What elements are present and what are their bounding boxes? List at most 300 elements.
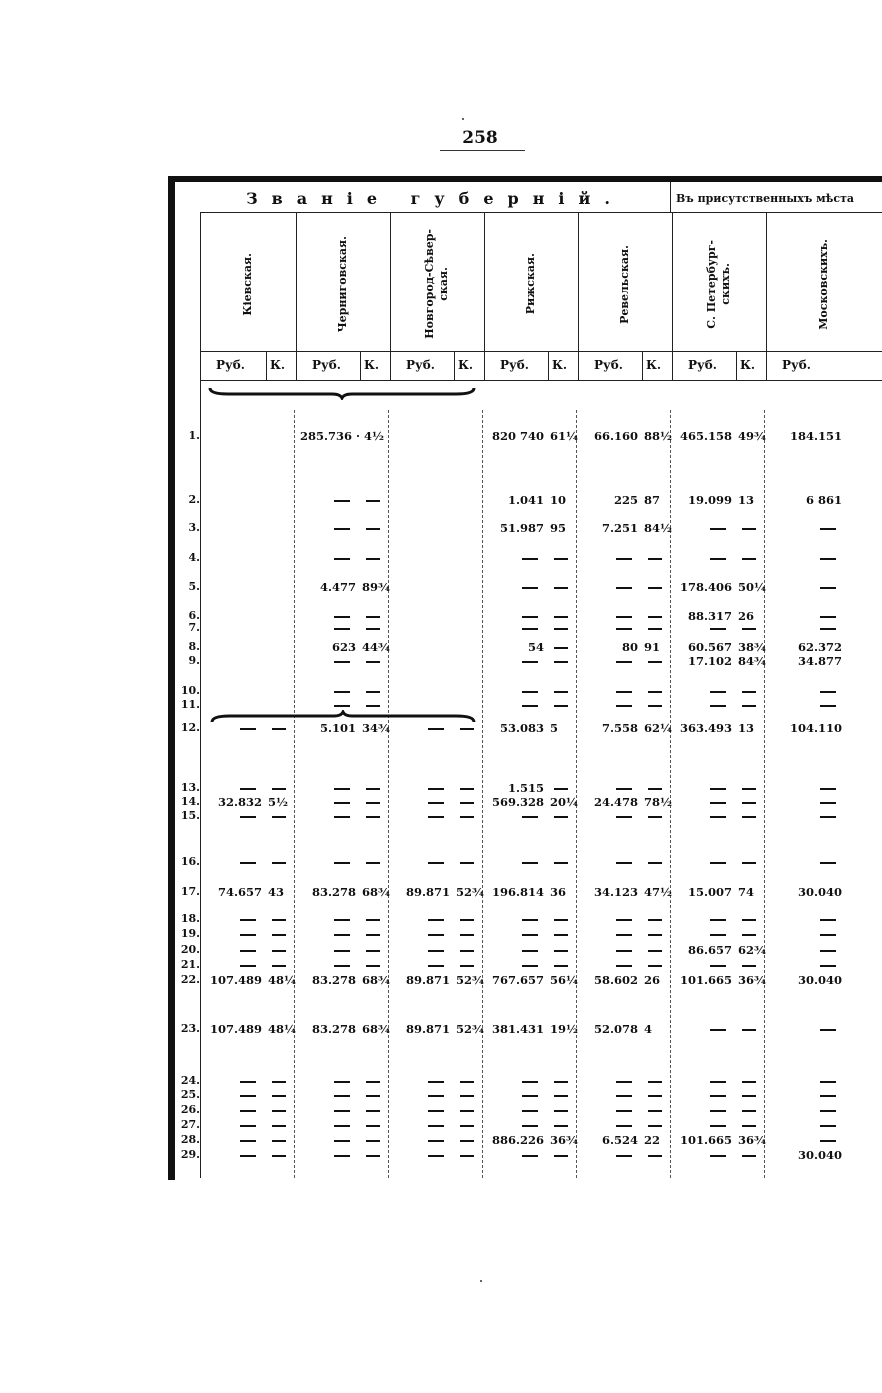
row-number: 9.	[188, 654, 200, 667]
cell-rub: 820 740	[491, 429, 544, 443]
cell-rub: 5.101	[319, 721, 356, 735]
dash-kop	[366, 705, 380, 707]
dash-rub	[240, 919, 256, 921]
dash-rub	[710, 1155, 726, 1157]
dash-kop	[742, 934, 756, 936]
dash-kop	[366, 500, 380, 502]
dash-kop	[554, 616, 568, 618]
dash-rub	[522, 862, 538, 864]
dash-kop	[272, 788, 286, 790]
cell-kop: 26	[738, 609, 755, 623]
page-number: 258	[462, 128, 498, 148]
cell-rub: 381.431	[491, 1022, 544, 1036]
cell-kop: 20¼	[550, 795, 578, 809]
dash-kop	[742, 816, 756, 818]
cell-rub: 30.040	[797, 1148, 842, 1162]
cell-kop: 78½	[644, 795, 672, 809]
cell-kop: 13	[738, 493, 755, 507]
dash-kop	[366, 528, 380, 530]
dash-rub	[616, 862, 632, 864]
dash-kop	[554, 661, 568, 663]
dash-kop	[742, 1125, 756, 1127]
dash-rub	[710, 1110, 726, 1112]
column-divider	[484, 212, 485, 380]
cell-kop: 38¾	[738, 640, 766, 654]
row-number: 10.	[180, 684, 200, 697]
cell-kop: 36¾	[738, 973, 766, 987]
dash-rub	[428, 1081, 444, 1083]
cell-kop: 88½	[644, 429, 672, 443]
dash-rub	[428, 862, 444, 864]
column-header-label: Московскихъ.	[817, 238, 830, 330]
dash-kop	[742, 1155, 756, 1157]
dash-rub	[428, 802, 444, 804]
dash-rub	[334, 862, 350, 864]
cell-rub: 465.158	[679, 429, 732, 443]
cell-rub: 83.278	[311, 1022, 356, 1036]
dash-rub	[710, 1081, 726, 1083]
dash-kop	[554, 934, 568, 936]
cell-kop: 84½	[644, 521, 672, 535]
dash-kop	[648, 587, 662, 589]
cell-kop: 43	[268, 885, 285, 899]
cell-kop: 91	[644, 640, 661, 654]
dash-kop	[366, 628, 380, 630]
dash-rub	[710, 802, 726, 804]
dash-rub	[334, 691, 350, 693]
row-number: 25.	[180, 1088, 200, 1101]
dash-rub	[522, 1095, 538, 1097]
cell-kop: 5½	[268, 795, 288, 809]
dash-rub	[334, 1125, 350, 1127]
cell-kop: 68¾	[362, 1022, 390, 1036]
cell-kop: 44¾	[362, 640, 390, 654]
dash-rub	[522, 616, 538, 618]
row-number: 7.	[188, 621, 200, 634]
dash-kop	[742, 1029, 756, 1031]
cell-rub: 623	[331, 640, 356, 654]
dash-rub	[240, 934, 256, 936]
row-number: 6.	[188, 609, 200, 622]
row-number: 13.	[180, 781, 200, 794]
column-divider	[482, 410, 483, 1178]
cell-kop: 47½	[644, 885, 672, 899]
dash-kop	[366, 691, 380, 693]
cell-rub: 767.657	[491, 973, 544, 987]
dash-kop	[460, 728, 474, 730]
dash-kop	[460, 919, 474, 921]
dash-rub	[428, 919, 444, 921]
dash-rub	[820, 616, 836, 618]
cell-kop: 61¼	[550, 429, 578, 443]
row-number: 28.	[180, 1133, 200, 1146]
row-number: 22.	[180, 973, 200, 986]
dash-kop	[648, 1081, 662, 1083]
dash-kop	[366, 919, 380, 921]
column-header-label: Кіевская.	[241, 252, 254, 316]
dash-kop	[460, 1110, 474, 1112]
dash-kop	[648, 816, 662, 818]
dash-kop	[272, 1125, 286, 1127]
dash-rub	[820, 788, 836, 790]
cell-kop: 13	[738, 721, 755, 735]
dash-rub	[820, 1095, 836, 1097]
dash-rub	[820, 1029, 836, 1031]
dash-kop	[460, 862, 474, 864]
dash-rub	[334, 500, 350, 502]
unit-rub: Руб.	[500, 358, 529, 372]
row-number: 8.	[188, 640, 200, 653]
cell-rub: 24.478	[593, 795, 638, 809]
table-title: Званіе губерній.	[246, 189, 624, 208]
cell-rub: 54	[527, 640, 544, 654]
dash-kop	[742, 1110, 756, 1112]
column-header-label: Рижская.	[524, 253, 537, 315]
dash-kop	[272, 950, 286, 952]
cell-rub: 89.871	[405, 1022, 450, 1036]
dash-rub	[710, 1095, 726, 1097]
dash-rub	[334, 1140, 350, 1142]
dash-kop	[272, 728, 286, 730]
row-number: 19.	[180, 927, 200, 940]
cell-rub: 30.040	[797, 973, 842, 987]
column-divider	[766, 212, 767, 380]
dash-kop	[554, 647, 568, 649]
row-number: 23.	[180, 1022, 200, 1035]
cell-rub: 363.493	[679, 721, 732, 735]
kop-divider	[360, 352, 361, 380]
speck	[462, 118, 464, 120]
dash-kop	[272, 934, 286, 936]
cell-rub: 83.278	[311, 885, 356, 899]
dash-rub	[334, 705, 350, 707]
dash-rub	[428, 1125, 444, 1127]
column-divider	[390, 212, 391, 380]
dash-kop	[554, 1155, 568, 1157]
cell-rub: 285.736 · 4½	[299, 429, 385, 443]
cell-kop: 52¾	[456, 973, 484, 987]
dash-kop	[554, 1110, 568, 1112]
cell-kop: 19½	[550, 1022, 578, 1036]
dash-kop	[554, 628, 568, 630]
dash-rub	[522, 1125, 538, 1127]
dash-rub	[240, 1081, 256, 1083]
cell-kop: 36¾	[550, 1133, 578, 1147]
dash-kop	[554, 1095, 568, 1097]
cell-kop: 36	[550, 885, 567, 899]
row-number: 14.	[180, 795, 200, 808]
cell-rub: 34.877	[797, 654, 842, 668]
cell-rub: 89.871	[405, 973, 450, 987]
dash-kop	[366, 934, 380, 936]
cell-kop: 49¾	[738, 429, 766, 443]
dash-kop	[742, 788, 756, 790]
unit-kop: К.	[646, 358, 662, 372]
dash-kop	[272, 862, 286, 864]
row-number: 5.	[188, 580, 200, 593]
dash-rub	[334, 1095, 350, 1097]
dash-kop	[366, 1081, 380, 1083]
dash-kop	[366, 862, 380, 864]
cell-rub: 86.657	[687, 943, 732, 957]
column-divider	[670, 182, 671, 212]
column-header-label: Новгород-Сѣвер- ская.	[423, 229, 450, 339]
row-number: 3.	[188, 521, 200, 534]
cell-rub: 1.041	[507, 493, 544, 507]
dash-rub	[522, 816, 538, 818]
unit-rub: Руб.	[594, 358, 623, 372]
row-number: 4.	[188, 551, 200, 564]
brace-top	[208, 386, 476, 400]
cell-rub: 6.524	[601, 1133, 638, 1147]
dash-rub	[428, 788, 444, 790]
dash-rub	[428, 1140, 444, 1142]
dash-kop	[460, 965, 474, 967]
dash-kop	[554, 919, 568, 921]
dash-kop	[460, 816, 474, 818]
cell-rub: 80	[621, 640, 638, 654]
kop-divider	[454, 352, 455, 380]
dash-kop	[554, 691, 568, 693]
cell-kop: 48¼	[268, 973, 296, 987]
cell-kop: 22	[644, 1133, 661, 1147]
cell-kop: 89¾	[362, 580, 390, 594]
column-divider	[294, 410, 295, 1178]
column-header-label: Черниговская.	[336, 235, 349, 333]
dash-rub	[428, 728, 444, 730]
unit-kop: К.	[458, 358, 474, 372]
dash-kop	[460, 950, 474, 952]
dash-rub	[710, 628, 726, 630]
dash-rub	[820, 950, 836, 952]
cell-rub: 225	[613, 493, 638, 507]
dash-kop	[272, 1110, 286, 1112]
cell-rub: 4.477	[319, 580, 356, 594]
cell-rub: 15.007	[687, 885, 732, 899]
cell-rub: 62.372	[797, 640, 842, 654]
dash-rub	[522, 965, 538, 967]
cell-rub: 569.328	[491, 795, 544, 809]
cell-kop: 62¼	[644, 721, 672, 735]
dash-rub	[820, 705, 836, 707]
column-divider	[388, 410, 389, 1178]
cell-rub: 101.665	[679, 1133, 732, 1147]
column-header	[766, 220, 882, 348]
dash-kop	[272, 1095, 286, 1097]
dash-kop	[366, 616, 380, 618]
row-number: 24.	[180, 1074, 200, 1087]
unit-kop: К.	[270, 358, 286, 372]
dash-rub	[334, 558, 350, 560]
column-header	[578, 220, 672, 348]
dash-kop	[648, 628, 662, 630]
dash-rub	[334, 1110, 350, 1112]
cell-rub: 178.406	[679, 580, 732, 594]
dash-kop	[272, 1155, 286, 1157]
column-header	[296, 220, 390, 348]
dash-kop	[554, 816, 568, 818]
dash-kop	[460, 1081, 474, 1083]
dash-rub	[710, 862, 726, 864]
dash-kop	[742, 1095, 756, 1097]
column-header	[200, 220, 296, 348]
unit-kop: К.	[364, 358, 380, 372]
column-divider	[296, 212, 297, 380]
dash-rub	[428, 1095, 444, 1097]
dash-kop	[648, 788, 662, 790]
dash-kop	[366, 1155, 380, 1157]
dash-kop	[272, 1140, 286, 1142]
cell-kop: 48¼	[268, 1022, 296, 1036]
page-number-rule	[440, 150, 525, 151]
cell-kop: 5	[550, 721, 559, 735]
column-divider	[576, 410, 577, 1178]
dash-kop	[366, 1110, 380, 1112]
cell-kop: 74	[738, 885, 755, 899]
dash-kop	[742, 1081, 756, 1083]
dash-rub	[522, 705, 538, 707]
unit-rub: Руб.	[216, 358, 245, 372]
dash-rub	[710, 1125, 726, 1127]
column-divider	[672, 212, 673, 380]
column-divider	[578, 212, 579, 380]
dash-rub	[820, 1140, 836, 1142]
dash-rub	[616, 558, 632, 560]
dash-rub	[616, 1155, 632, 1157]
column-header-label: Ревельская.	[618, 244, 631, 324]
dash-kop	[554, 705, 568, 707]
dash-kop	[648, 1125, 662, 1127]
cell-kop: 10	[550, 493, 567, 507]
dash-rub	[616, 1125, 632, 1127]
dash-rub	[522, 691, 538, 693]
cell-kop: 52¾	[456, 885, 484, 899]
dash-rub	[240, 1155, 256, 1157]
row-number: 1.	[188, 429, 200, 442]
dash-rub	[240, 728, 256, 730]
dash-kop	[366, 788, 380, 790]
dash-kop	[272, 1081, 286, 1083]
cell-kop: 4	[644, 1022, 653, 1036]
dash-rub	[820, 816, 836, 818]
row-number: 12.	[180, 721, 200, 734]
dash-kop	[460, 934, 474, 936]
dash-kop	[648, 691, 662, 693]
dash-kop	[742, 691, 756, 693]
dash-rub	[522, 919, 538, 921]
dash-kop	[554, 1125, 568, 1127]
dash-rub	[428, 934, 444, 936]
dash-rub	[334, 802, 350, 804]
dash-kop	[460, 802, 474, 804]
unit-rub: Руб.	[782, 358, 811, 372]
cell-rub: 66.160	[593, 429, 638, 443]
dash-rub	[710, 691, 726, 693]
unit-kop: К.	[740, 358, 756, 372]
dash-rub	[710, 1029, 726, 1031]
dash-rub	[616, 965, 632, 967]
dash-rub	[522, 661, 538, 663]
dash-rub	[710, 528, 726, 530]
dash-rub	[616, 1095, 632, 1097]
kop-divider	[642, 352, 643, 380]
dash-kop	[742, 965, 756, 967]
dash-rub	[710, 965, 726, 967]
dash-kop	[366, 816, 380, 818]
dash-rub	[334, 528, 350, 530]
dash-kop	[272, 919, 286, 921]
dash-rub	[820, 934, 836, 936]
dash-kop	[366, 950, 380, 952]
dash-rub	[820, 587, 836, 589]
dash-kop	[272, 816, 286, 818]
dash-rub	[616, 587, 632, 589]
cell-rub: 107.489	[209, 973, 262, 987]
dash-rub	[240, 1125, 256, 1127]
unit-rub: Руб.	[312, 358, 341, 372]
dash-rub	[334, 965, 350, 967]
dash-rub	[240, 1110, 256, 1112]
dash-rub	[334, 616, 350, 618]
dash-kop	[366, 1125, 380, 1127]
cell-rub: 101.665	[679, 973, 732, 987]
dash-rub	[616, 661, 632, 663]
dash-kop	[272, 965, 286, 967]
cell-kop: 56¼	[550, 973, 578, 987]
dash-kop	[648, 1095, 662, 1097]
dash-kop	[554, 788, 568, 790]
dash-rub	[616, 705, 632, 707]
dash-rub	[710, 788, 726, 790]
dash-kop	[366, 1140, 380, 1142]
dash-rub	[240, 965, 256, 967]
dash-kop	[648, 919, 662, 921]
cell-rub: 58.602	[593, 973, 638, 987]
kop-divider	[736, 352, 737, 380]
dash-rub	[428, 950, 444, 952]
dash-rub	[616, 919, 632, 921]
dash-rub	[820, 1125, 836, 1127]
dash-kop	[742, 705, 756, 707]
cell-rub: 107.489	[209, 1022, 262, 1036]
dash-rub	[334, 661, 350, 663]
dash-kop	[554, 965, 568, 967]
cell-rub: 17.102	[687, 654, 732, 668]
cell-kop: 68¾	[362, 885, 390, 899]
cell-kop: 36¾	[738, 1133, 766, 1147]
row-number: 17.	[180, 885, 200, 898]
column-header	[390, 220, 484, 348]
cell-rub: 19.099	[687, 493, 732, 507]
cell-rub: 89.871	[405, 885, 450, 899]
dash-rub	[522, 1081, 538, 1083]
dash-kop	[648, 1155, 662, 1157]
kop-divider	[548, 352, 549, 380]
dash-rub	[428, 965, 444, 967]
column-divider	[200, 212, 201, 1178]
cell-kop: 26	[644, 973, 661, 987]
dash-rub	[820, 919, 836, 921]
cell-rub: 83.278	[311, 973, 356, 987]
cell-rub: 7.558	[601, 721, 638, 735]
row-number: 21.	[180, 958, 200, 971]
dash-rub	[820, 691, 836, 693]
dash-rub	[820, 528, 836, 530]
row-number: 27.	[180, 1118, 200, 1131]
unit-rub: Руб.	[406, 358, 435, 372]
dash-kop	[648, 862, 662, 864]
cell-rub: 7.251	[601, 521, 638, 535]
